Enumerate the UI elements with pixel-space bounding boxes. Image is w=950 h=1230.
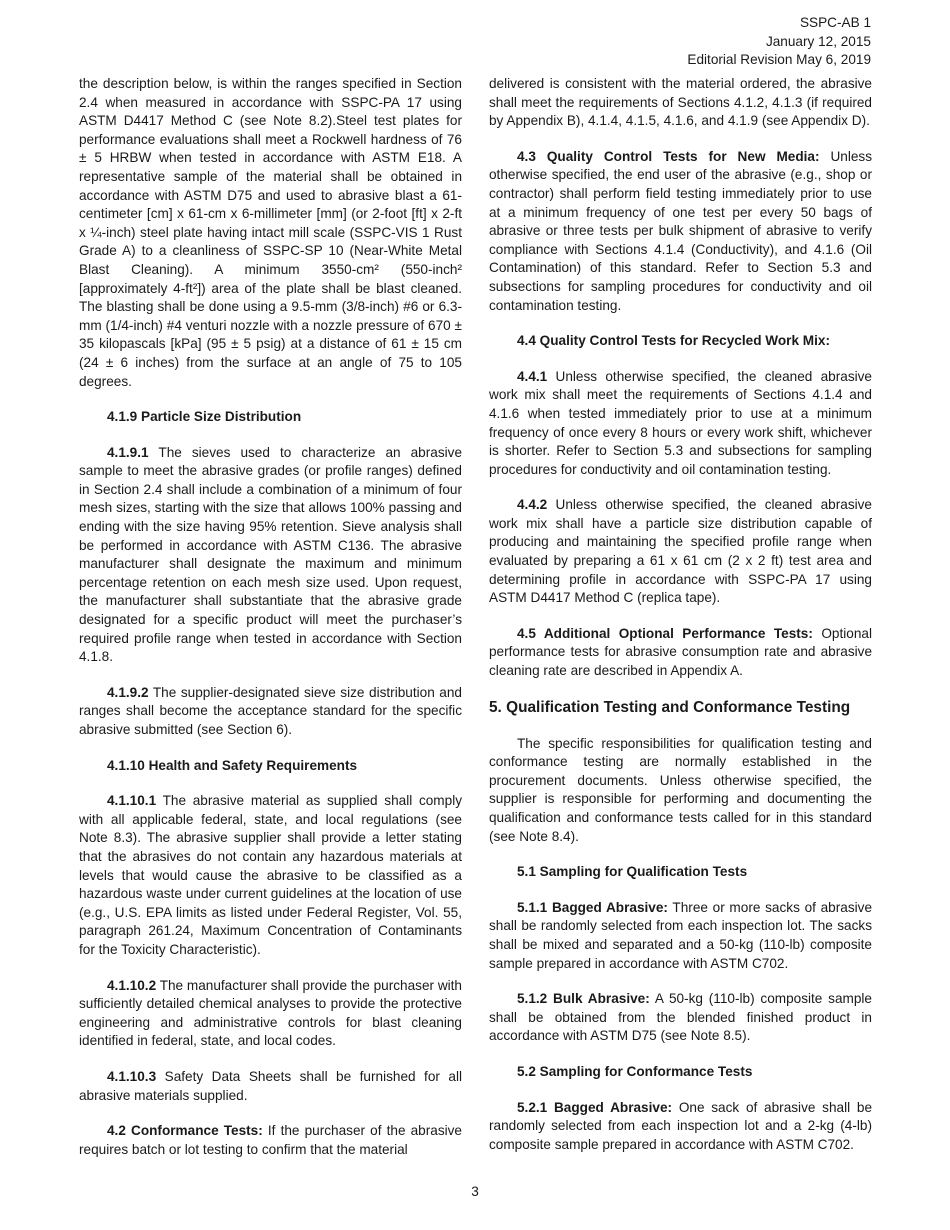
paragraph-text: Safety Data Sheets shall be furnished for all abrasive materials supplied. <box>79 1068 462 1103</box>
paragraph-5-2-1 <box>489 1099 872 1155</box>
paragraph-4-4-2 <box>489 496 872 608</box>
section-number: 5.2.1 Bagged Abrasive: <box>517 1099 673 1115</box>
paragraph-4-5 <box>489 625 872 681</box>
paragraph-text: Unless otherwise specified, the cleaned abrasive work mix shall meet the requirements of Sections 4.1.4 and 4.1.6 when tested immediately prior to use at a minimum frequency of once every 8 hours or every work shift, whichever is shorter. Refer to Section 5.3 and subsections for sampling procedures for conductivity and oil contamination testing. <box>489 368 872 477</box>
section-number: 4.4.2 <box>517 497 548 513</box>
section-number: 4.2 Conformance Tests: <box>107 1123 263 1139</box>
paragraph-text: Optional performance tests for abrasive consumption rate and abrasive cleaning rate are described in Appendix A. <box>489 625 872 679</box>
section-number: 5.1.1 Bagged Abrasive: <box>517 899 668 915</box>
paragraph-4-1-10-3 <box>79 1068 462 1105</box>
paragraph-text: One sack of abrasive shall be randomly selected from each inspection lot and a 2-kg (4-lb) composite sample prepared in accordance with ASTM C702. <box>489 1099 873 1152</box>
heading-5-1: 5.1 Sampling for Qualification Tests <box>517 864 748 880</box>
paragraph-4-1-10-1 <box>79 792 462 959</box>
heading-4-1-9: 4.1.9 Particle Size Distribution <box>107 409 302 425</box>
heading-4-1-10: 4.1.10 Health and Safety Requirements <box>107 757 358 773</box>
paragraph-5-1-2 <box>489 990 872 1046</box>
paragraph-4-1-9-1 <box>79 444 462 667</box>
right-column <box>489 75 872 1171</box>
paragraph-text: If the purchaser of the abrasive requires batch or lot testing to confirm that the material <box>79 1123 462 1157</box>
section-number: 4.3 Quality Control Tests for New Media: <box>517 148 820 164</box>
editorial-revision: Editorial Revision May 6, 2019 <box>687 52 871 67</box>
section-number: 5.1.2 Bulk Abrasive: <box>517 991 650 1007</box>
paragraph-5: The specific responsibilities for qualification testing and conformance testing are normally established in the procurement documents. Unless otherwise specified, the supplier is responsible for performing and documenting the qualification and conformance tests called for in this standard (see Note 8.4). <box>489 735 872 844</box>
paragraph-text: Unless otherwise specified, the end user of the abrasive (e.g., shop or contractor) shall perform field testing immediately prior to use at a minimum frequency of one test per every 50 bags of abrasive or three tests per bulk shipment of abrasive to verify compliance with Sections 4.1.4 (Conductivity), and 4.1.6 (Oil Contamination) of this standard. Refer to Section 5.3 and subsections for sampling procedures for conductivity and oil contamination testing. <box>489 148 872 313</box>
paragraph-text: The manufacturer shall provide the purchaser with sufficiently detailed chemical analyses to provide the protective engineering and administrative controls for blast cleaning identified in federal, state, and local codes. <box>79 977 462 1049</box>
section-number: 4.1.10.3 <box>107 1068 157 1084</box>
document-date: January 12, 2015 <box>765 33 871 49</box>
document-id: SSPC-AB 1 <box>799 15 871 30</box>
paragraph-5-1-1 <box>489 899 872 973</box>
heading-section-5: 5. Qualification Testing and Conformance Testing <box>489 698 851 716</box>
left-column <box>79 75 462 1176</box>
heading-4-4: 4.4 Quality Control Tests for Recycled Work Mix: <box>517 333 830 349</box>
paragraph-4-1-9-2 <box>79 684 462 740</box>
paragraph-text: The sieves used to characterize an abrasive sample to meet the abrasive grades (or profile ranges) defined in Section 2.4 shall include a combination of a minimum of four mesh sizes, starting with the size that allows 100% passing and ending with the size having 95% retention. Sieve analysis shall be performed in accordance with ASTM C136. The abrasive manufacturer shall designate the maximum and minimum percentage retention on each mesh size used. Upon request, the manufacturer shall substantiate that the abrasive grade designated for a specific product will meet the purchaser’s required profile range when tested in accordance with Section 4.1.8. <box>79 444 462 665</box>
paragraph-text: Three or more sacks of abrasive shall be randomly selected from each inspection lot. The sacks shall be mixed and separated and a 50-kg (110-lb) composite sample prepared in accordance with ASTM C702. <box>489 899 872 971</box>
section-number: 4.1.10.1 <box>107 793 157 809</box>
page-number: 3 <box>471 1184 479 1199</box>
paragraph-4-3 <box>489 148 872 315</box>
paragraph-4-2 <box>79 1122 462 1159</box>
page-header <box>687 14 871 70</box>
paragraph-4-1-10-2 <box>79 977 462 1051</box>
paragraph-4-4-1 <box>489 368 872 480</box>
section-number: 4.1.9.1 <box>107 444 149 460</box>
paragraph-text: A 50-kg (110-lb) composite sample shall be obtained from the blended finished product in accordance with ASTM D75 (see Note 8.5). <box>489 991 872 1044</box>
section-number: 4.4.1 <box>517 368 548 384</box>
heading-5-2: 5.2 Sampling for Conformance Tests <box>517 1063 753 1079</box>
paragraph-continued: delivered is consistent with the material ordered, the abrasive shall meet the requirements of Sections 4.1.2, 4.1.3 (if required by Appendix B), 4.1.4, 4.1.5, 4.1.6, and 4.1.9 (see Appendix D). <box>489 76 872 129</box>
section-number: 4.5 Additional Optional Performance Tests: <box>517 625 813 641</box>
paragraph-continued: the description below, is within the ranges specified in Section 2.4 when measured in accordance with SSPC-PA 17 using ASTM D4417 Method C (see Note 8.2).Steel test plates for performance evaluations shall meet a Rockwell hardness of 76 ± 5 HRBW when tested in accordance with ASTM E18. A representative sample of the material shall be obtained in accordance with ASTM D75 and used to abrasive blast a 61-centimeter [cm] x 61-cm x 6-millimeter [mm] (or 2-foot [ft] x 2-ft x ¼-inch) steel plate having intact mill scale (SSPC-VIS 1 Rust Grade A) to a cleanliness of SSPC-SP 10 (Near-White Metal Blast Cleaning). A minimum 3550-cm² (550-inch² [approximately 4-ft²]) area of the plate shall be blast cleaned. The blasting shall be done using a 9.5-mm (3/8-inch) #6 or 6.3-mm (1/4-inch) #4 venturi nozzle with a nozzle pressure of 670 ± 35 kilopascals [kPa] (95 ± 5 psig) at a distance of 61 ± 15 cm (24 ± 6 inches) from the surface at an angle of 75 to 105 degrees. <box>79 76 462 389</box>
section-number: 4.1.10.2 <box>107 977 157 993</box>
paragraph-text: The supplier-designated sieve size distribution and ranges shall become the acceptance standard for the specific abrasive submitted (see Section 6). <box>79 684 462 737</box>
paragraph-text: The abrasive material as supplied shall comply with all applicable federal, state, and local regulations (see Note 8.3). The abrasive supplier shall provide a letter stating that the abrasives do not contain any hazardous materials at levels that would cause the abrasive to be classified as a hazardous waste under current guidelines at the location of use (e.g., U.S. EPA limits as listed under Federal Register, Vol. 55, paragraph 261.24, Maximum Concentration of Contaminants for the Toxicity Characteristic). <box>79 793 463 957</box>
paragraph-text: Unless otherwise specified, the cleaned abrasive work mix shall have a particle size distribution capable of producing and maintaining the specified profile range when evaluated by preparing a 61 x 61 cm (2 x 2 ft) test area and determining profile in accordance with SSPC-PA 17 using ASTM D4417 Method C (replica tape). <box>489 497 872 606</box>
section-number: 4.1.9.2 <box>107 684 149 700</box>
